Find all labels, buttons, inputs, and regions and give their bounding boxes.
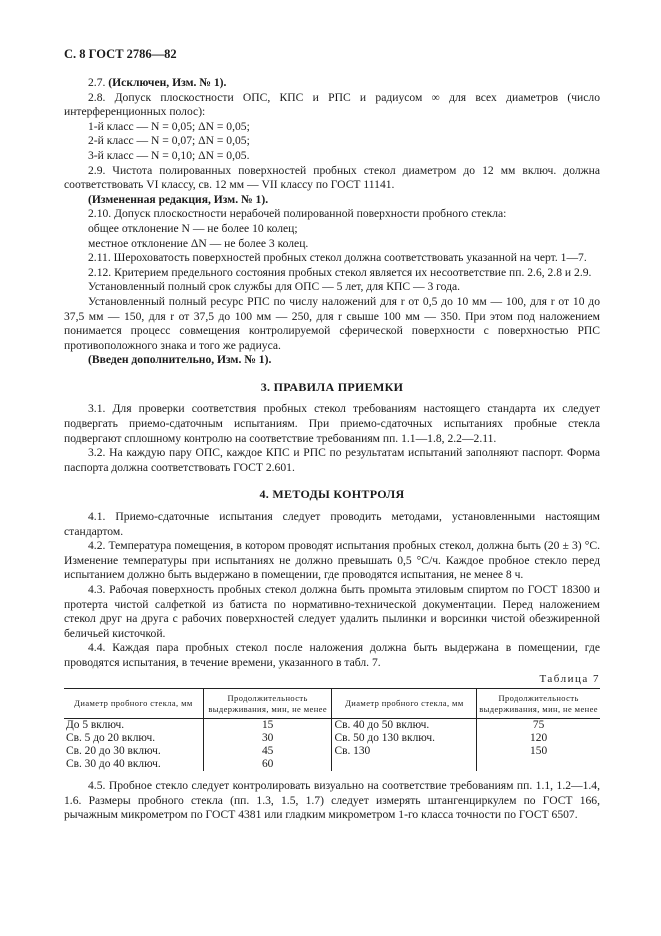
paragraph-4-4: 4.4. Каждая пара пробных стекол после наложения должна быть выдержана в помещении, где проводятся испытания, в течение времени, указанного в табл. 7. [64,641,600,669]
excluded-note: (Исключен, Изм. № 1). [108,76,227,89]
section-4-title: 4. МЕТОДЫ КОНТРОЛЯ [259,487,405,502]
paragraph-2-12: 2.12. Критерием предельного состояния пробных стекол является их несоответствие пп. 2.6, 2.8 и 2.9. [88,265,592,279]
time-cell: 120 [477,732,600,745]
paragraph-3-1: 3.1. Для проверки соответствия пробных стекол требованиям настоящего стандарта их следует подвергать приемо-сдаточным испытаниям. При приемо-сдаточных испытаниях пробные стекла подвергают сплошному контролю на соответствие требованиям пп. 1.1—1.8, 2.2—2.11. [64,402,600,445]
class-1-line: 1-й класс — N = 0,05; ΔN = 0,05; [88,119,250,133]
edit-note: (Измененная редакция, Изм. № 1). [88,192,269,206]
paragraph-2-7 [64,76,600,91]
service-life-paragraph: Установленный полный срок службы для ОПС — 5 лет, для КПС — 3 года. [88,280,461,294]
section-3-title: 3. ПРАВИЛА ПРИЕМКИ [260,379,404,394]
time-cell: 60 [203,758,332,771]
time-cell: 150 [477,745,600,758]
paragraph-4-2: 4.2. Температура помещения, в котором проводят испытания пробных стекол, должна быть (20 ± 3) °С. Изменение температуры при испытаниях не должно превышать 0,5 °С/ч. Каждое пробное стекло перед испытанием должно быть выдержано в помещении, где проводятся испытания, не менее 8 ч. [64,539,600,582]
time-cell: 30 [203,732,332,745]
header-time-left: Продолжительность выдерживания, мин, не менее [203,689,332,719]
diameter-cell: Св. 30 до 40 включ. [66,758,161,771]
paragraph-number: 2.7. [88,76,106,89]
diameter-cell: Св. 5 до 20 включ. [66,732,156,745]
empty-cell [332,758,477,771]
diameter-cell: Св. 50 до 130 включ. [332,732,477,745]
diameter-cell: Св. 20 до 30 включ. [66,745,161,758]
page-content [64,76,600,823]
table-header-row [64,689,600,719]
table-7 [64,688,600,771]
table-row [64,719,600,733]
class-2-line: 2-й класс — N = 0,07; ΔN = 0,05; [88,134,250,148]
paragraph-2-10: 2.10. Допуск плоскостности нерабочей полированной поверхности пробного стекла: [88,207,507,221]
diameter-cell: Св. 40 до 50 включ. [332,719,477,733]
table-caption: Таблица 7 [539,672,600,685]
time-cell: 15 [203,719,332,733]
total-deviation-line: общее отклонение N — не более 10 колец; [88,221,298,235]
paragraph-2-9: 2.9. Чистота полированных поверхностей пробных стекол диаметром до 12 мм включ. должна соответствовать VI классу, св. 12 мм — VII классу по ГОСТ 11141. [64,163,600,192]
resource-paragraph: Установленный полный ресурс РПС по числу наложений для r от 0,5 до 10 мм — 100, для r от 10 до 37,5 мм — 150, для r от 37,5 до 100 мм — 250, для r свыше 100 мм — 350. При этом под наложением понимается процесс совмещения контролируемой сферической поверхности с поверхностью РПС противоположного знака и того же радиуса. [64,294,600,352]
paragraph-4-5: 4.5. Пробное стекло следует контролировать визуально на соответствие требованиям пп. 1.1, 1.2—1.4, 1.6. Размеры пробного стекла (пп. 1.3, 1.5, 1.7) следует измерять штангенциркулем по ГОСТ 166, рычажным микрометром по ГОСТ 4381 или гладким микрометром 1-го класса точности по ГОСТ 6507. [64,779,600,822]
local-deviation-line: местное отклонение ΔN — не более 3 колец. [88,236,309,250]
page-header: С. 8 ГОСТ 2786—82 [64,47,177,61]
table-row [64,732,600,745]
diameter-cell: До 5 включ. [66,719,125,732]
diameter-cell: Св. 130 [332,745,477,758]
table-row [64,758,600,771]
paragraph-4-3: 4.3. Рабочая поверхность пробных стекол должна быть промыта этиловым спиртом по ГОСТ 18300 и протерта чистой салфеткой из батиста по нормативно-технической документации. Перед наложением стекол друг на друга с рабочих поверхностей следует удалить пылинки и ворсинки чистой обезжиренной беличьей кисточкой. [64,583,600,640]
paragraph-2-11: 2.11. Шероховатость поверхностей пробных стекол должна соответствовать указанной на черт. 1—7. [88,251,587,265]
header-diameter-right: Диаметр пробного стекла, мм [332,689,477,719]
paragraph-2-8: 2.8. Допуск плоскостности ОПС, КПС и РПС и радиусом ∞ для всех диаметров (число интерференционных полос): [64,90,600,119]
paragraph-3-2: 3.2. На каждую пару ОПС, каждое КПС и РПС по результатам испытаний заполняют паспорт. Форма паспорта должна соответствовать ГОСТ 2.601. [64,446,600,474]
empty-cell [477,758,600,771]
time-cell: 75 [477,719,600,733]
header-time-right: Продолжительность выдерживания, мин, не менее [477,689,600,719]
header-diameter-left: Диаметр пробного стекла, мм [64,689,203,719]
paragraph-4-1: 4.1. Приемо-сдаточные испытания следует проводить методами, установленными настоящим стандартом. [64,510,600,538]
class-3-line: 3-й класс — N = 0,10; ΔN = 0,05. [88,148,250,162]
table-row [64,745,600,758]
added-note: (Введен дополнительно, Изм. № 1). [88,353,272,367]
time-cell: 45 [203,745,332,758]
